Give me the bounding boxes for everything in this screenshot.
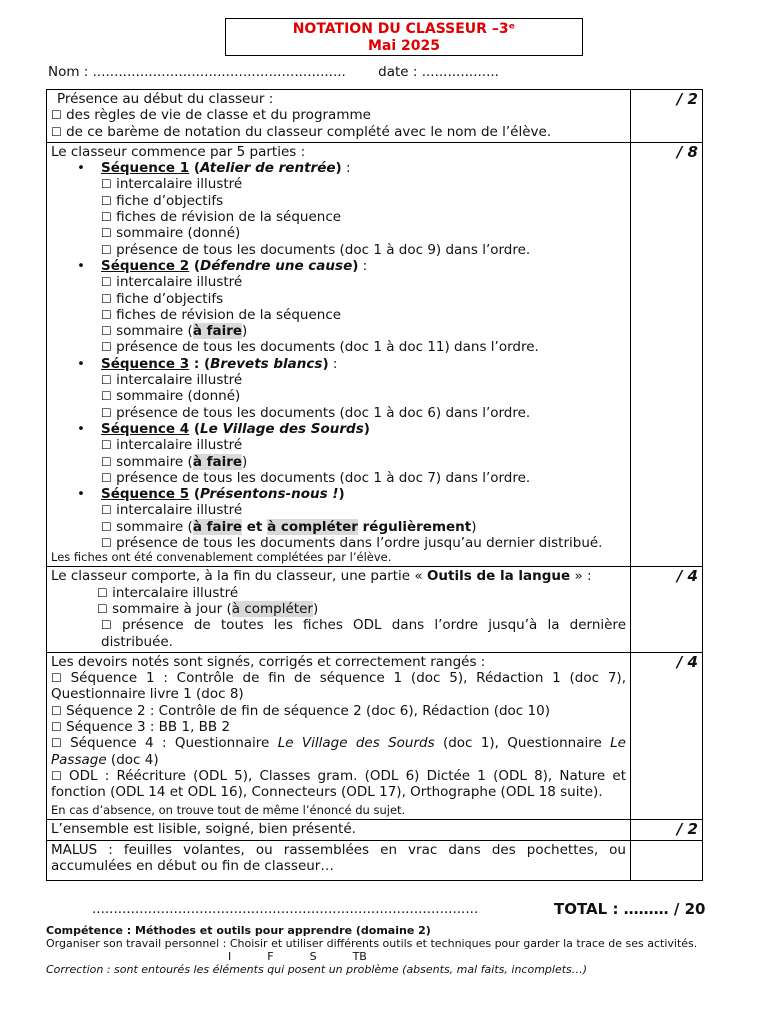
title-line-1: NOTATION DU CLASSEUR –3ᵉ	[292, 21, 516, 37]
malus-cell: MALUS : feuilles volantes, ou rassemblées en vrac dans des pochettes, ou accumulées en début ou fin de classeur…	[47, 840, 631, 880]
parts-intro: Le classeur commence par 5 parties :	[51, 143, 306, 160]
checkbox-icon[interactable]: ☐	[101, 226, 112, 241]
points-parts: / 8	[631, 142, 703, 566]
level-f[interactable]: F	[267, 950, 274, 963]
checkbox-icon[interactable]: ☐	[101, 193, 112, 208]
total-label[interactable]: TOTAL : ……… / 20	[554, 900, 706, 918]
points-presence: / 2	[631, 90, 703, 143]
sequence-list	[51, 160, 626, 551]
checkbox-icon[interactable]: ☐	[101, 405, 112, 420]
parts-note: Les fiches ont été convenablement complétées par l’élève.	[51, 550, 392, 565]
checkbox-icon[interactable]: ☐	[51, 719, 62, 734]
points-malus	[631, 840, 703, 880]
row-devoirs	[47, 652, 703, 820]
points-odl: / 4	[631, 567, 703, 652]
sequence-4: • Séquence 4 (Le Village des Sourds) ☐ intercalaire illustré ☐ sommaire (à faire) ☐ présence de tous les documents (doc 1 à doc 7) dans l’ordre.	[77, 420, 531, 486]
row-parts	[47, 142, 703, 566]
grading-table	[46, 89, 703, 881]
title-line-2: Mai 2025	[367, 38, 441, 54]
date-field[interactable]: date : ..................	[378, 64, 499, 80]
title-box	[225, 18, 583, 56]
parts-cell	[47, 142, 631, 566]
row-malus	[47, 840, 703, 880]
checkbox-icon[interactable]: ☐	[101, 470, 112, 485]
bullet-icon: •	[77, 160, 85, 177]
checkbox-icon[interactable]: ☐	[101, 340, 112, 355]
checkbox-icon[interactable]: ☐	[101, 291, 112, 306]
sequence-2: • Séquence 2 (Défendre une cause) : ☐ intercalaire illustré ☐ fiche d’objectifs ☐ fiches de révision de la séquence ☐ sommaire (à faire) ☐ présence de tous les documents (doc 1 à doc 11) dans l’ordre.	[77, 257, 539, 356]
checkbox-icon[interactable]: ☐	[51, 768, 62, 783]
checkbox-icon[interactable]: ☐	[101, 503, 112, 518]
checkbox-icon[interactable]: ☐	[97, 585, 108, 600]
checkbox-icon[interactable]: ☐	[101, 242, 112, 257]
checkbox-icon[interactable]: ☐	[51, 671, 62, 686]
row-lisible	[47, 820, 703, 840]
level-i[interactable]: I	[228, 950, 232, 963]
presence-cell	[47, 90, 631, 143]
checkbox-icon[interactable]: ☐	[51, 124, 62, 139]
odl-intro: Le classeur comporte, à la fin du classeur, une partie « Outils de la langue » :	[51, 568, 592, 585]
checkbox-icon[interactable]: ☐	[51, 108, 62, 123]
presence-item: ☐ de ce barème de notation du classeur complété avec le nom de l’élève.	[51, 123, 552, 140]
name-field[interactable]: Nom : ...........................................................	[48, 64, 346, 80]
row-odl	[47, 567, 703, 652]
sequence-5: • Séquence 5 (Présentons-nous !) ☐ intercalaire illustré ☐ sommaire (à faire et à compléter régulièrement) ☐ présence de tous les documents dans l’ordre jusqu’au dernier distribué.	[77, 486, 603, 552]
devoirs-intro: Les devoirs notés sont signés, corrigés et correctement rangés :	[51, 653, 486, 670]
checkbox-icon[interactable]: ☐	[101, 438, 112, 453]
checkbox-icon[interactable]: ☐	[101, 519, 112, 534]
points-lisible: / 2	[631, 820, 703, 840]
level-tb[interactable]: TB	[352, 950, 367, 963]
checkbox-icon[interactable]: ☐	[101, 324, 112, 339]
organiser: Organiser son travail personnel : Choisir et utiliser différents outils et techniques pour garder la trace de ses activités.	[46, 937, 698, 950]
bullet-icon: •	[77, 355, 85, 372]
bullet-icon: •	[77, 257, 85, 274]
competence: Compétence : Méthodes et outils pour apprendre (domaine 2)	[46, 924, 431, 937]
checkbox-icon[interactable]: ☐	[51, 703, 62, 718]
presence-item: ☐ des règles de vie de classe et du programme	[51, 107, 371, 124]
bullet-icon: •	[77, 486, 85, 503]
odl-cell: Le classeur comporte, à la fin du classeur, une partie « Outils de la langue » : ☐ intercalaire illustré ☐ sommaire à jour (à compléter) ☐ présence de toutes les fiches ODL dans l’ordre jusqu’à la dernière distribuée.	[47, 567, 631, 652]
checkbox-icon[interactable]: ☐	[101, 210, 112, 225]
checkbox-icon[interactable]: ☐	[101, 454, 112, 469]
level-scale	[46, 950, 736, 963]
lisible-cell: L’ensemble est lisible, soigné, bien présenté.	[47, 820, 631, 840]
checkbox-icon[interactable]: ☐	[101, 275, 112, 290]
checkbox-icon[interactable]: ☐	[101, 307, 112, 322]
devoirs-cell: Les devoirs notés sont signés, corrigés et correctement rangés : ☐ Séquence 1 : Contrôle de fin de séquence 1 (doc 5), Rédaction 1 (doc 7), Questionnaire livre 1 (doc 8) ☐ Séquence 2 : Contrôle de fin de séquence 2 (doc 6), Rédaction (doc 10) ☐ Séquence 3 : BB 1, BB 2 ☐ Séquence 4 : Questionnaire Le Village des Sourds (doc 1), Questionnaire Le Passage (doc 4) ☐ ODL : Réécriture (ODL 5), Classes gram. (ODL 6) Dictée 1 (ODL 8), Nature et fonction (ODL 14 et ODL 16), Connecteurs (ODL 17), Orthographe (ODL 18 suite). En cas d’absence, on trouve tout de même l’énoncé du sujet.	[47, 652, 631, 820]
sequence-3: • Séquence 3 : (Brevets blancs) : ☐ intercalaire illustré ☐ sommaire (donné) ☐ présence de tous les documents (doc 1 à doc 6) dans l’ordre.	[77, 355, 531, 421]
sequence-1: • Séquence 1 (Atelier de rentrée) : ☐ intercalaire illustré ☐ fiche d’objectifs ☐ fiches de révision de la séquence ☐ sommaire (donné) ☐ présence de tous les documents (doc 1 à doc 9) dans l’ordre.	[77, 160, 531, 258]
absence-note: En cas d’absence, on trouve tout de même l’énoncé du sujet.	[51, 803, 406, 818]
checkbox-icon[interactable]: ☐	[101, 177, 112, 192]
footer	[46, 924, 736, 976]
correction-note: Correction : sont entourés les éléments qui posent un problème (absents, mal faits, incomplets…)	[46, 963, 588, 976]
level-s[interactable]: S	[309, 950, 317, 963]
name-date-line	[48, 64, 499, 80]
checkbox-icon[interactable]: ☐	[101, 536, 112, 551]
checkbox-icon[interactable]: ☐	[101, 373, 112, 388]
checkbox-icon[interactable]: ☐	[51, 736, 62, 751]
checkbox-icon[interactable]: ☐	[97, 601, 108, 616]
total-dots: ..........................................................................................	[92, 901, 479, 917]
row-presence	[47, 90, 703, 143]
presence-intro: Présence au début du classeur :	[57, 91, 274, 107]
points-devoirs: / 4	[631, 652, 703, 820]
bullet-icon: •	[77, 420, 85, 437]
checkbox-icon[interactable]: ☐	[101, 389, 112, 404]
checkbox-icon[interactable]: ☐	[101, 618, 112, 633]
